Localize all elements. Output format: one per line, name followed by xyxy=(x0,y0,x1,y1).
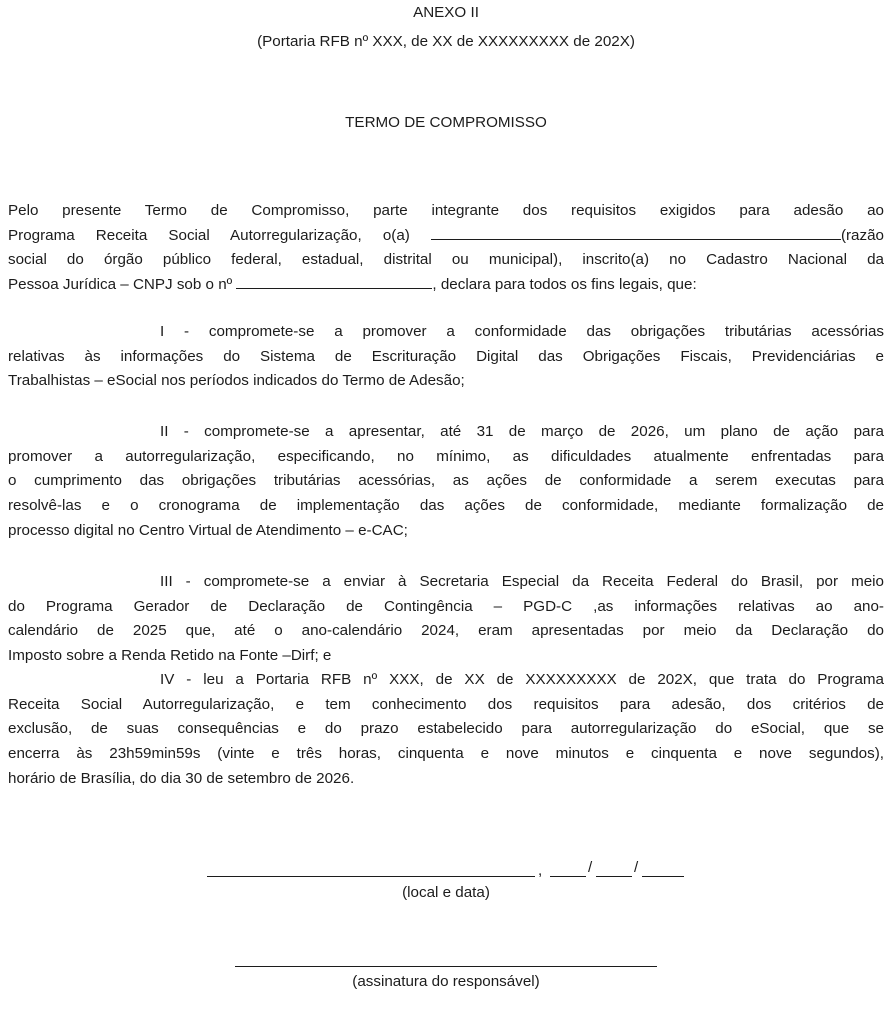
annex-title: ANEXO II xyxy=(413,4,479,21)
intro-text: Programa Receita Social Autorregularização, o(a) xyxy=(8,226,431,244)
date-slash: / xyxy=(588,859,593,876)
clause-line: relativas às informações do Sistema de Escrituração Digital das Obrigações Fiscais, Previdenciárias e xyxy=(8,347,884,365)
clause-i xyxy=(8,320,884,394)
clause-line: o cumprimento das obrigações tributárias acessórias, as ações de conformidade a serem executas para xyxy=(8,472,884,490)
local-blank[interactable] xyxy=(207,876,535,877)
intro-line: Pelo presente Termo de Compromisso, parte integrante dos requisitos exigidos para adesão ao xyxy=(8,202,884,219)
signature-caption: (assinatura do responsável) xyxy=(352,973,540,990)
intro-text: Pessoa Jurídica – CNPJ sob o nº xyxy=(8,276,237,294)
portaria-reference: (Portaria RFB nº XXX, de XX de XXXXXXXXX de 202X) xyxy=(257,33,635,50)
cnpj-blank[interactable] xyxy=(236,275,432,289)
date-year-blank[interactable] xyxy=(642,876,684,877)
date-day-blank[interactable] xyxy=(550,876,586,877)
clause-line: Imposto sobre a Renda Retido na Fonte –Dirf; e xyxy=(8,647,332,665)
clause-line: exclusão, de suas consequências e do prazo estabelecido para autorregularização do eSocial, que se xyxy=(8,720,884,738)
clause-line: II - compromete-se a apresentar, até 31 de março de 2026, um plano de ação para xyxy=(160,423,884,440)
clause-line: IV - leu a Portaria RFB nº XXX, de XX de XXXXXXXXX de 202X, que trata do Programa xyxy=(160,671,884,688)
intro-text: , declara para todos os fins legais, que: xyxy=(432,276,697,294)
intro-line xyxy=(8,273,884,298)
signature-blank[interactable] xyxy=(235,966,657,967)
intro-line: social do órgão público federal, estadual, distrital ou municipal), inscrito(a) no Cadastro Nacional da xyxy=(8,251,884,269)
clause-iv xyxy=(8,668,884,791)
clause-line: I - compromete-se a promover a conformidade das obrigações tributárias acessórias xyxy=(160,323,884,340)
clause-line: calendário de 2025 que, até o ano-calendário 2024, eram apresentadas por meio da Declaração do xyxy=(8,622,884,640)
document-title: TERMO DE COMPROMISSO xyxy=(345,114,547,131)
intro-text: (razão xyxy=(840,226,884,244)
clause-line: resolvê-las e o cronograma de implementação das ações de conformidade, mediante formalização de xyxy=(8,497,884,515)
local-date-comma: , xyxy=(538,862,543,879)
clause-line: III - compromete-se a enviar à Secretaria Especial da Receita Federal do Brasil, por meio xyxy=(160,573,884,590)
clause-iii xyxy=(8,570,884,669)
intro-paragraph xyxy=(8,199,884,298)
clause-line: processo digital no Centro Virtual de Atendimento – e-CAC; xyxy=(8,521,408,539)
clause-line: Receita Social Autorregularização, e tem conhecimento dos requisitos para adesão, dos critérios de xyxy=(8,695,884,713)
intro-line xyxy=(8,224,884,249)
date-month-blank[interactable] xyxy=(596,876,632,877)
clause-line: do Programa Gerador de Declaração de Contingência – PGD-C ,as informações relativas ao ano- xyxy=(8,597,884,615)
clause-line: Trabalhistas – eSocial nos períodos indicados do Termo de Adesão; xyxy=(8,372,465,390)
clause-ii xyxy=(8,420,884,543)
razao-social-blank[interactable] xyxy=(431,226,841,240)
clause-line: promover a autorregularização, especificando, no mínimo, as dificuldades atualmente enfrentadas para xyxy=(8,447,884,465)
date-slash: / xyxy=(634,859,639,876)
local-date-caption: (local e data) xyxy=(402,884,490,901)
clause-line: horário de Brasília, do dia 30 de setembro de 2026. xyxy=(8,769,355,787)
clause-line: encerra às 23h59min59s (vinte e três horas, cinquenta e nove minutos e cinquenta e nove segundos), xyxy=(8,745,884,763)
